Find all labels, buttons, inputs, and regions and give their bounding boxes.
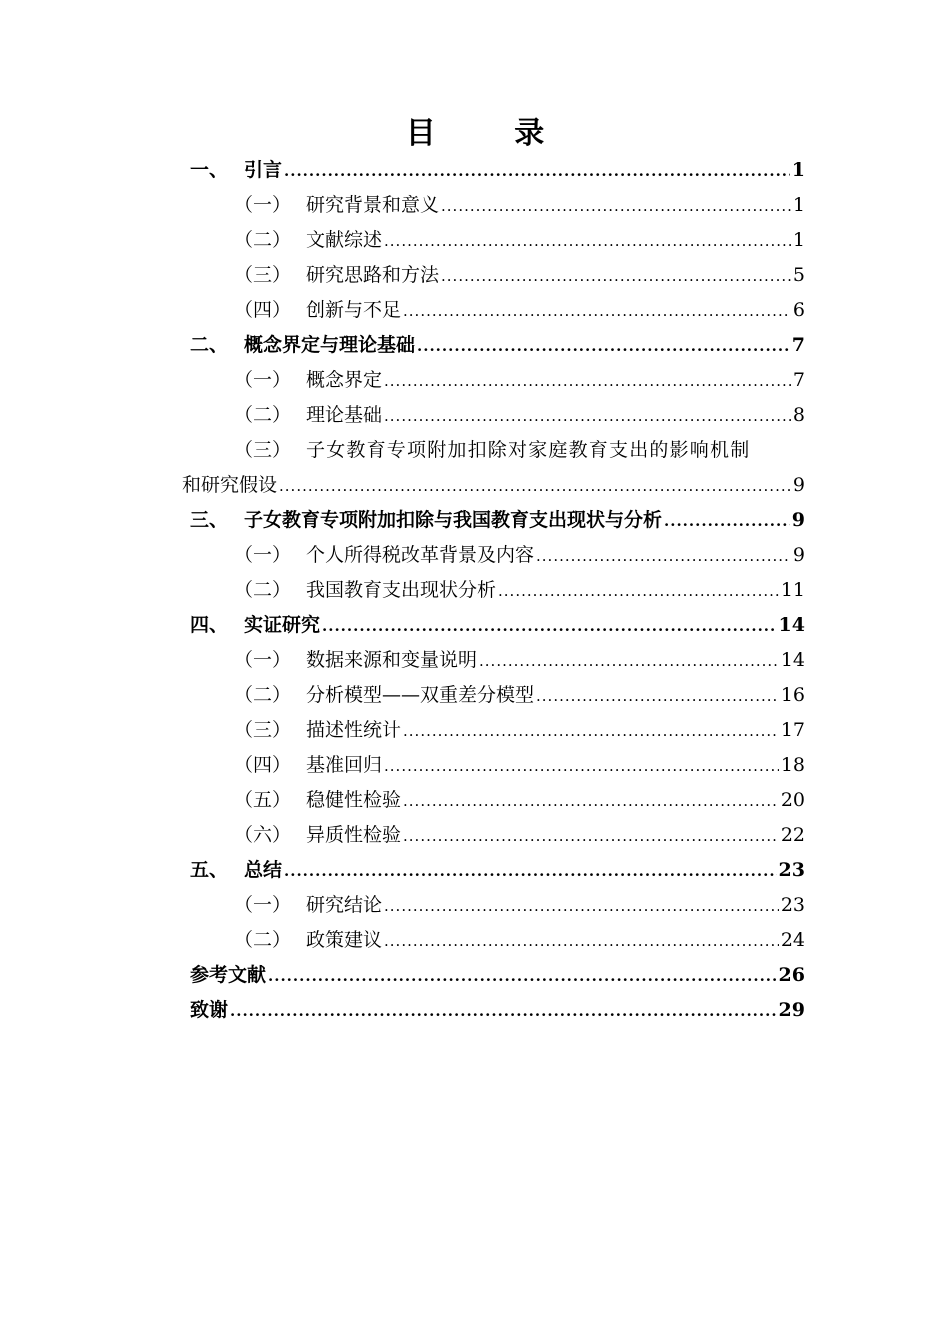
- toc-leader-dots: [268, 959, 777, 994]
- toc-leader-dots: [384, 399, 791, 434]
- toc-page-number: 23: [780, 894, 805, 916]
- toc-leader-dots: [230, 994, 777, 1029]
- toc-entry-number: （三）: [234, 439, 292, 461]
- toc-page-number: 9: [792, 474, 805, 496]
- toc-leader-dots: [403, 819, 779, 854]
- toc-chapter-entry[interactable]: [190, 608, 805, 643]
- toc-entry-text: 文献综述: [306, 229, 383, 251]
- toc-entry-text: 子女教育专项附加扣除对家庭教育支出的影响机制: [306, 439, 751, 461]
- toc-leader-dots: [284, 154, 790, 189]
- toc-page-number: 6: [792, 299, 805, 321]
- toc-entry-text: 致谢: [190, 999, 229, 1021]
- toc-entry-text: 引言: [244, 159, 283, 181]
- toc-leader-dots: [441, 189, 791, 224]
- toc-chapter-entry[interactable]: [190, 328, 805, 363]
- toc-leader-dots: [498, 574, 779, 609]
- toc-entry-text: 数据来源和变量说明: [306, 649, 478, 671]
- toc-entry-text-continued: 和研究假设: [182, 474, 278, 496]
- toc-entry-text: 分析模型——双重差分模型: [306, 684, 535, 706]
- toc-leader-dots: [284, 854, 777, 889]
- toc-entry-number: 四、: [190, 614, 229, 636]
- toc-page-number: 29: [778, 999, 805, 1021]
- toc-entry-number: （三）: [234, 719, 292, 741]
- toc-leader-dots: [279, 469, 791, 504]
- toc-entry-text: 子女教育专项附加扣除与我国教育支出现状与分析: [244, 509, 663, 531]
- toc-leader-dots: [664, 504, 790, 539]
- toc-leader-dots: [536, 679, 779, 714]
- toc-leader-dots: [403, 294, 791, 329]
- toc-page-number: 9: [792, 544, 805, 566]
- toc-entry-text: 理论基础: [306, 404, 383, 426]
- toc-entry-number: （二）: [234, 229, 292, 251]
- toc-entry-text: 异质性检验: [306, 824, 402, 846]
- toc-entry-number: （四）: [234, 754, 292, 776]
- toc-title: 目 录: [405, 116, 579, 151]
- toc-section-entry[interactable]: [234, 398, 805, 433]
- toc-entry-number: （二）: [234, 404, 292, 426]
- toc-page-number: 1: [792, 229, 805, 251]
- toc-entry-text: 实证研究: [244, 614, 321, 636]
- toc-entry-number: （五）: [234, 789, 292, 811]
- toc-chapter-entry[interactable]: [190, 853, 805, 888]
- toc-chapter-entry[interactable]: [190, 153, 805, 188]
- toc-section-entry[interactable]: [234, 678, 805, 713]
- toc-entry-number: （六）: [234, 824, 292, 846]
- toc-section-entry[interactable]: [234, 713, 805, 748]
- toc-entry-number: （一）: [234, 369, 292, 391]
- toc-leader-dots: [384, 889, 779, 924]
- toc-entry-text: 研究思路和方法: [306, 264, 440, 286]
- toc-leader-dots: [536, 539, 791, 574]
- toc-entry-text: 我国教育支出现状分析: [306, 579, 497, 601]
- toc-leader-dots: [384, 924, 779, 959]
- toc-section-entry[interactable]: [234, 643, 805, 678]
- toc-page-number: 7: [792, 369, 805, 391]
- toc-section-entry[interactable]: [234, 188, 805, 223]
- toc-entry-text: 参考文献: [190, 964, 267, 986]
- toc-entry-number: 二、: [190, 334, 229, 356]
- toc-entry-text: 个人所得税改革背景及内容: [306, 544, 535, 566]
- toc-page-number: 9: [791, 509, 805, 531]
- toc-entry-wrapped-line[interactable]: [234, 433, 805, 468]
- toc-page-number: 8: [792, 404, 805, 426]
- toc-page-number: 18: [780, 754, 805, 776]
- toc-leader-dots: [322, 609, 777, 644]
- toc-entry-text: 概念界定: [306, 369, 383, 391]
- toc-section-entry[interactable]: [234, 538, 805, 573]
- toc-page-number: 20: [780, 789, 805, 811]
- toc-chapter-entry[interactable]: [190, 993, 805, 1028]
- toc-section-entry[interactable]: [234, 573, 805, 608]
- toc-entry-number: （一）: [234, 194, 292, 216]
- toc-entry-number: （四）: [234, 299, 292, 321]
- toc-entry-text: 基准回归: [306, 754, 383, 776]
- toc-entry-number: （一）: [234, 544, 292, 566]
- toc-section-entry[interactable]: [234, 748, 805, 783]
- toc-page-number: 11: [780, 579, 805, 601]
- toc-entry-number: （三）: [234, 264, 292, 286]
- toc-section-entry[interactable]: [234, 223, 805, 258]
- toc-section-entry[interactable]: [234, 818, 805, 853]
- toc-page-number: 1: [791, 159, 805, 181]
- toc-leader-dots: [479, 644, 779, 679]
- toc-section-entry[interactable]: [234, 258, 805, 293]
- toc-entry-continuation[interactable]: [182, 468, 805, 503]
- toc-page-number: 22: [780, 824, 805, 846]
- toc-entry-text: 研究结论: [306, 894, 383, 916]
- toc-page-number: 14: [778, 614, 805, 636]
- toc-entry-number: （二）: [234, 579, 292, 601]
- toc-leader-dots: [441, 259, 791, 294]
- toc-entry-text: 总结: [244, 859, 283, 881]
- toc-section-entry[interactable]: [234, 783, 805, 818]
- toc-page-number: 7: [791, 334, 805, 356]
- toc-entry-text: 政策建议: [306, 929, 383, 951]
- toc-entry-text: 创新与不足: [306, 299, 402, 321]
- toc-page-number: 17: [780, 719, 805, 741]
- toc-leader-dots: [384, 224, 791, 259]
- toc-leader-dots: [403, 784, 779, 819]
- toc-entry-number: （一）: [234, 894, 292, 916]
- toc-section-entry[interactable]: [234, 363, 805, 398]
- toc-section-entry[interactable]: [234, 923, 805, 958]
- toc-entry-number: 五、: [190, 859, 229, 881]
- toc-entry-text: 概念界定与理论基础: [244, 334, 416, 356]
- toc-entry-number: （二）: [234, 929, 292, 951]
- toc-page-number: 1: [792, 194, 805, 216]
- toc-entry-number: （二）: [234, 684, 292, 706]
- toc-page-number: 23: [778, 859, 805, 881]
- toc-page-number: 16: [780, 684, 805, 706]
- toc-entry-text: 研究背景和意义: [306, 194, 440, 216]
- toc-page-number: 14: [780, 649, 805, 671]
- toc-leader-dots: [403, 714, 779, 749]
- toc-entry-number: 一、: [190, 159, 229, 181]
- toc-chapter-entry[interactable]: [190, 503, 805, 538]
- toc-section-entry[interactable]: [234, 293, 805, 328]
- toc-leader-dots: [417, 329, 790, 364]
- toc-entry-text: 描述性统计: [306, 719, 402, 741]
- toc-page-number: 24: [780, 929, 805, 951]
- toc-entry-text: 稳健性检验: [306, 789, 402, 811]
- toc-entry-number: （一）: [234, 649, 292, 671]
- toc-leader-dots: [384, 364, 791, 399]
- toc-leader-dots: [384, 749, 779, 784]
- toc-page-number: 5: [792, 264, 805, 286]
- toc-page-number: 26: [778, 964, 805, 986]
- toc-entry-number: 三、: [190, 509, 229, 531]
- toc-chapter-entry[interactable]: [190, 958, 805, 993]
- toc-section-entry[interactable]: [234, 888, 805, 923]
